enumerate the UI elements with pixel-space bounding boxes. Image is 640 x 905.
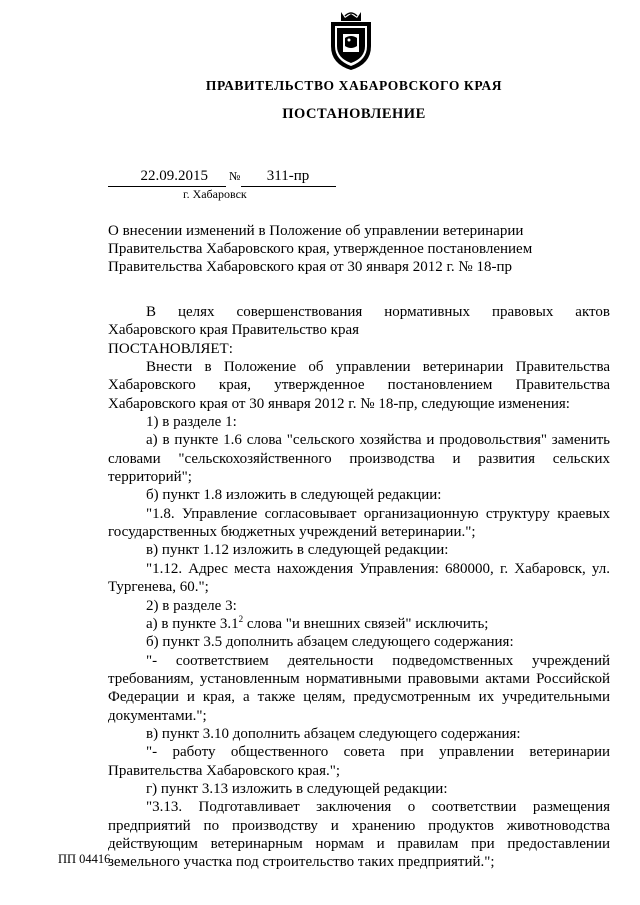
- number-underline: [241, 186, 336, 187]
- intro-paragraph: В целях совершенствования нормативных правовых актов Хабаровского края Правительство края: [108, 304, 610, 339]
- body-paragraph: "1.8. Управление согласовывает организационную структуру краевых государственных бюджетных учреждений ветеринарии.";: [108, 505, 610, 541]
- body-paragraph: в) пункт 1.12 изложить в следующей редакции:: [146, 542, 449, 559]
- city: г. Хабаровск: [183, 187, 247, 201]
- document-type: ПОСТАНОВЛЕНИЕ: [282, 106, 426, 122]
- text-fragment: а) в пункте 3.1: [146, 615, 239, 632]
- body-paragraph: "- работу общественного совета при управлении ветеринарии Правительства Хабаровского края.";: [108, 744, 610, 779]
- body-paragraph: "- соответствием деятельности подведомственных учреждений требованиям, установленным нормативными правовыми актами Российской Федерации и края, а также целям, предусмотренным их учредительными документами.";: [108, 652, 610, 724]
- body-paragraph: б) пункт 1.8 изложить в следующей редакции:: [146, 487, 442, 504]
- decree-word: ПОСТАНОВЛЯЕТ:: [108, 340, 233, 357]
- body-paragraph: "1.12. Адрес места нахождения Управления: 680000, г. Хабаровск, ул. Тургенева, 60.";: [108, 560, 610, 596]
- superscript: 2: [238, 613, 244, 624]
- document-subject: О внесении изменений в Положение об управлении ветеринарии Правительства Хабаровского края, утвержденное постановлением Правительства Хабаровского края от 30 января 2012 г. № 18-пр: [108, 223, 533, 275]
- coat-of-arms-icon: [327, 8, 375, 72]
- body-paragraph: 2) в разделе 3:: [146, 597, 237, 614]
- body-paragraph: "3.13. Подготавливает заключения о соответствии размещения предприятий по производству и хранению продуктов животноводства действующим ветеринарным нормам и правилам при предоставлении земельного участка под строительство таких предприятий.";: [108, 799, 610, 871]
- document-body: [108, 303, 610, 872]
- text-fragment: слова "и внешних связей" исключить;: [243, 615, 489, 632]
- body-paragraph: а) в пункте 1.6 слова "сельского хозяйства и продовольствия" заменить словами "сельскохозяйственного производства и развития сельских территорий";: [108, 432, 610, 486]
- document-number: 311-пр: [266, 168, 310, 184]
- government-title: ПРАВИТЕЛЬСТВО ХАБАРОВСКОГО КРАЯ: [205, 78, 503, 93]
- body-paragraph: в) пункт 3.10 дополнить абзацем следующего содержания:: [146, 725, 521, 742]
- document-date: 22.09.2015: [140, 168, 208, 184]
- number-sign: №: [229, 169, 241, 183]
- body-paragraph: 1) в разделе 1:: [146, 414, 237, 431]
- body-paragraph: [108, 615, 610, 633]
- footer-code: ПП 04416: [58, 852, 111, 866]
- body-paragraph: б) пункт 3.5 дополнить абзацем следующего содержания:: [146, 634, 514, 651]
- body-paragraph: Внести в Положение об управлении ветеринарии Правительства Хабаровского края, утвержденное постановлением Правительства Хабаровского края от 30 января 2012 г. № 18-пр, следующие изменения:: [108, 359, 610, 412]
- body-paragraph: г) пункт 3.13 изложить в следующей редакции:: [146, 780, 448, 797]
- date-number-line: [108, 168, 333, 188]
